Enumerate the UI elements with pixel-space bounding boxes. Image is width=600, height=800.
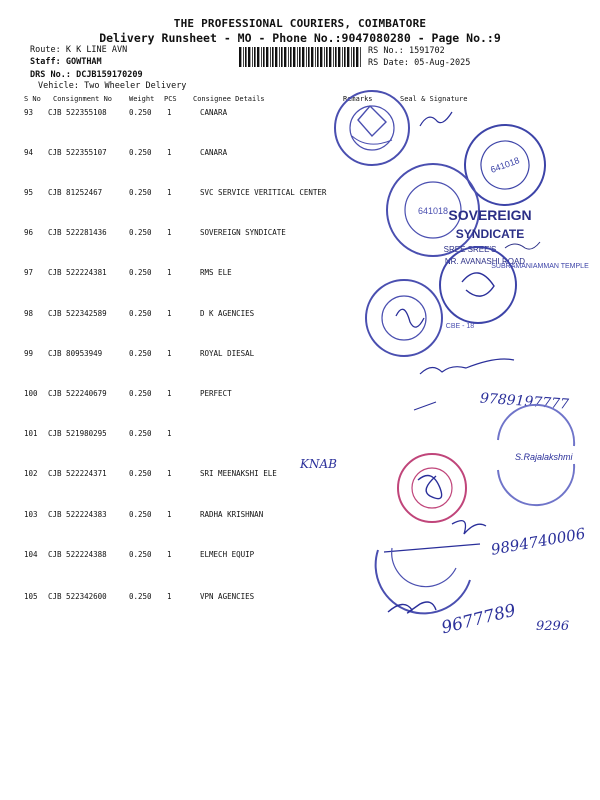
row-consignee: VPN AGENCIES xyxy=(200,592,255,601)
barcode-bar xyxy=(297,47,298,67)
row-sno: 99 xyxy=(24,349,34,358)
row-sno: 98 xyxy=(24,309,34,318)
barcode-bar xyxy=(335,47,337,67)
row-pcs: 1 xyxy=(167,592,172,601)
table-row xyxy=(0,550,600,564)
row-consignee: SRI MEENAKSHI ELE xyxy=(200,469,277,478)
barcode-bar xyxy=(245,47,247,67)
handwritten-phone-3: 9677789 xyxy=(439,600,518,639)
row-sno: 96 xyxy=(24,228,34,237)
barcode-bar xyxy=(275,47,277,67)
row-sno: 105 xyxy=(24,592,38,601)
row-pcs: 1 xyxy=(167,469,172,478)
route-line xyxy=(30,45,127,55)
barcode-bar xyxy=(333,47,334,67)
col-pcs: PCS xyxy=(164,95,177,103)
row-pcs: 1 xyxy=(167,349,172,358)
handwritten-sign-text: S.Rajalakshmi xyxy=(515,452,573,462)
staff-label: Staff: xyxy=(30,57,61,67)
handwritten-suffix: 9296 xyxy=(536,619,570,634)
table-row xyxy=(0,429,600,443)
vehicle-label: Vehicle: xyxy=(38,81,79,91)
canara-code-text: 641018 xyxy=(489,155,521,175)
row-sno: 94 xyxy=(24,148,34,157)
barcode-bar xyxy=(311,47,313,67)
barcode-bar xyxy=(293,47,295,67)
row-pcs: 1 xyxy=(167,148,172,157)
table-row xyxy=(0,188,600,202)
row-weight: 0.250 xyxy=(129,268,152,277)
table-row xyxy=(0,592,600,606)
row-weight: 0.250 xyxy=(129,349,152,358)
table-row xyxy=(0,309,600,323)
table-row xyxy=(0,389,600,403)
row-pcs: 1 xyxy=(167,108,172,117)
row-consignment: CJB 522342600 xyxy=(48,592,107,601)
row-weight: 0.250 xyxy=(129,309,152,318)
row-sno: 100 xyxy=(24,389,38,398)
row-weight: 0.250 xyxy=(129,188,152,197)
row-weight: 0.250 xyxy=(129,510,152,519)
handwritten-phone-2: 9894740006 xyxy=(489,524,587,559)
row-weight: 0.250 xyxy=(129,389,152,398)
drs-line xyxy=(30,70,143,80)
barcode-bar xyxy=(284,47,286,67)
row-pcs: 1 xyxy=(167,429,172,438)
barcode-bar xyxy=(243,47,244,67)
handwritten-phone-1: 9789197777 xyxy=(479,390,570,413)
row-sno: 101 xyxy=(24,429,38,438)
table-row xyxy=(0,469,600,483)
row-weight: 0.250 xyxy=(129,550,152,559)
pin-code-text: 641018 xyxy=(417,206,449,216)
col-weight: Weight xyxy=(129,95,155,103)
table-row xyxy=(0,268,600,282)
row-consignment: CJB 522224383 xyxy=(48,510,107,519)
sovereign-line4: NR. AVANASHI ROAD xyxy=(444,257,526,266)
barcode-bar xyxy=(360,47,361,67)
barcode-bar xyxy=(299,47,301,67)
row-sno: 102 xyxy=(24,469,38,478)
row-consignment: CJB 522224381 xyxy=(48,268,107,277)
drs-value: DCJB159170209 xyxy=(76,70,143,80)
barcode-bar xyxy=(254,47,256,67)
rs-no-value: 1591702 xyxy=(408,46,445,56)
sovereign-line3: SREE SREE'S xyxy=(443,245,497,254)
table-row xyxy=(0,510,600,524)
vehicle-value: Two Wheeler Delivery xyxy=(84,81,187,91)
staff-line xyxy=(30,57,102,67)
barcode-bar xyxy=(288,47,289,67)
row-consignee: ROYAL DIESAL xyxy=(200,349,255,358)
col-consignment: Consignment No xyxy=(53,95,113,103)
barcode-bar xyxy=(324,47,325,67)
row-consignment: CJB 522224371 xyxy=(48,469,107,478)
col-consignee: Consignee Details xyxy=(193,95,265,103)
rs-no-line xyxy=(368,46,445,56)
barcode-bar xyxy=(329,47,331,67)
barcode-bar xyxy=(257,47,259,67)
table-row xyxy=(0,349,600,363)
barcode-bar xyxy=(344,47,346,67)
col-seal-signature: Seal & Signature xyxy=(400,95,468,103)
row-consignee: PERFECT xyxy=(200,389,232,398)
barcode-bar xyxy=(248,47,250,67)
row-consignment: CJB 81252467 xyxy=(48,188,103,197)
row-weight: 0.250 xyxy=(129,108,152,117)
barcode-bar xyxy=(320,47,322,67)
barcode-bar xyxy=(261,47,262,67)
row-weight: 0.250 xyxy=(129,228,152,237)
col-remarks: Remarks xyxy=(343,95,373,103)
dk-code-text: CBE - 18 xyxy=(445,323,475,330)
rajalakshmi-stamp xyxy=(498,405,574,505)
temple-text: SUBRAMANIAMMAN TEMPLE xyxy=(491,263,589,270)
barcode-bar xyxy=(351,47,352,67)
col-sno: S No xyxy=(24,95,41,103)
table-row xyxy=(0,228,600,242)
row-weight: 0.250 xyxy=(129,429,152,438)
row-pcs: 1 xyxy=(167,309,172,318)
barcode-bar xyxy=(353,47,355,67)
barcode-bar xyxy=(342,47,343,67)
route-label: Route: xyxy=(30,45,61,55)
row-consignee: D K AGENCIES xyxy=(200,309,255,318)
row-sno: 103 xyxy=(24,510,38,519)
barcode-bar xyxy=(338,47,340,67)
row-pcs: 1 xyxy=(167,550,172,559)
route-value: K K LINE AVN xyxy=(65,45,128,55)
row-consignee: SOVEREIGN SYNDICATE xyxy=(200,228,286,237)
runsheet-subtitle: Delivery Runsheet - MO - Phone No.:9047080280 - Page No.:9 xyxy=(99,31,501,45)
rs-date-value: 05-Aug-2025 xyxy=(414,58,471,68)
table-row xyxy=(0,148,600,162)
row-pcs: 1 xyxy=(167,228,172,237)
row-consignment: CJB 521980295 xyxy=(48,429,107,438)
rs-no-label: RS No.: xyxy=(368,46,404,56)
barcode-bar xyxy=(347,47,349,67)
barcode-bar xyxy=(315,47,316,67)
row-sno: 104 xyxy=(24,550,38,559)
barcode-bar xyxy=(279,47,280,67)
drs-label: DRS No.: xyxy=(30,70,71,80)
handwritten-knab: KNAB xyxy=(300,457,337,471)
row-consignment: CJB 522240679 xyxy=(48,389,107,398)
row-sno: 93 xyxy=(24,108,34,117)
row-consignment: CJB 522355107 xyxy=(48,148,107,157)
row-sno: 97 xyxy=(24,268,34,277)
sovereign-line1: SOVEREIGN xyxy=(448,207,532,223)
barcode-bar xyxy=(270,47,271,67)
row-consignment: CJB 522355108 xyxy=(48,108,107,117)
row-consignee: RMS ELE xyxy=(200,268,232,277)
barcode-bar xyxy=(302,47,304,67)
sovereign-line2: SYNDICATE xyxy=(455,227,525,241)
barcode-bar xyxy=(252,47,253,67)
barcode-bar xyxy=(326,47,328,67)
company-title: THE PROFESSIONAL COURIERS, COIMBATORE xyxy=(173,17,427,30)
row-pcs: 1 xyxy=(167,188,172,197)
row-consignment: CJB 80953949 xyxy=(48,349,103,358)
row-weight: 0.250 xyxy=(129,148,152,157)
rs-date-line xyxy=(368,58,470,68)
vehicle-line xyxy=(38,81,186,91)
table-row xyxy=(0,108,600,122)
barcode-bar xyxy=(306,47,307,67)
barcode-image xyxy=(239,47,363,67)
row-pcs: 1 xyxy=(167,268,172,277)
barcode-bar xyxy=(281,47,283,67)
barcode-bar xyxy=(263,47,265,67)
barcode-bar xyxy=(317,47,319,67)
row-consignee: CANARA xyxy=(200,148,228,157)
row-sno: 95 xyxy=(24,188,34,197)
row-consignment: CJB 522281436 xyxy=(48,228,107,237)
barcode-bar xyxy=(266,47,268,67)
barcode-bar xyxy=(308,47,310,67)
row-consignee: SVC SERVICE VERITICAL CENTER xyxy=(200,188,327,197)
row-consignee: ELMECH EQUIP xyxy=(200,550,255,559)
row-consignee: CANARA xyxy=(200,108,228,117)
barcode-bar xyxy=(239,47,241,67)
row-consignment: CJB 522342589 xyxy=(48,309,107,318)
row-consignment: CJB 522224388 xyxy=(48,550,107,559)
staff-value: GOWTHAM xyxy=(65,57,102,67)
barcode-bar xyxy=(290,47,292,67)
row-weight: 0.250 xyxy=(129,592,152,601)
row-weight: 0.250 xyxy=(129,469,152,478)
service-stamp-95 xyxy=(387,164,479,256)
row-pcs: 1 xyxy=(167,389,172,398)
row-consignee: RADHA KRISHNAN xyxy=(200,510,264,519)
barcode-bar xyxy=(356,47,358,67)
rs-date-label: RS Date: xyxy=(368,58,409,68)
barcode-bar xyxy=(272,47,274,67)
row-pcs: 1 xyxy=(167,510,172,519)
